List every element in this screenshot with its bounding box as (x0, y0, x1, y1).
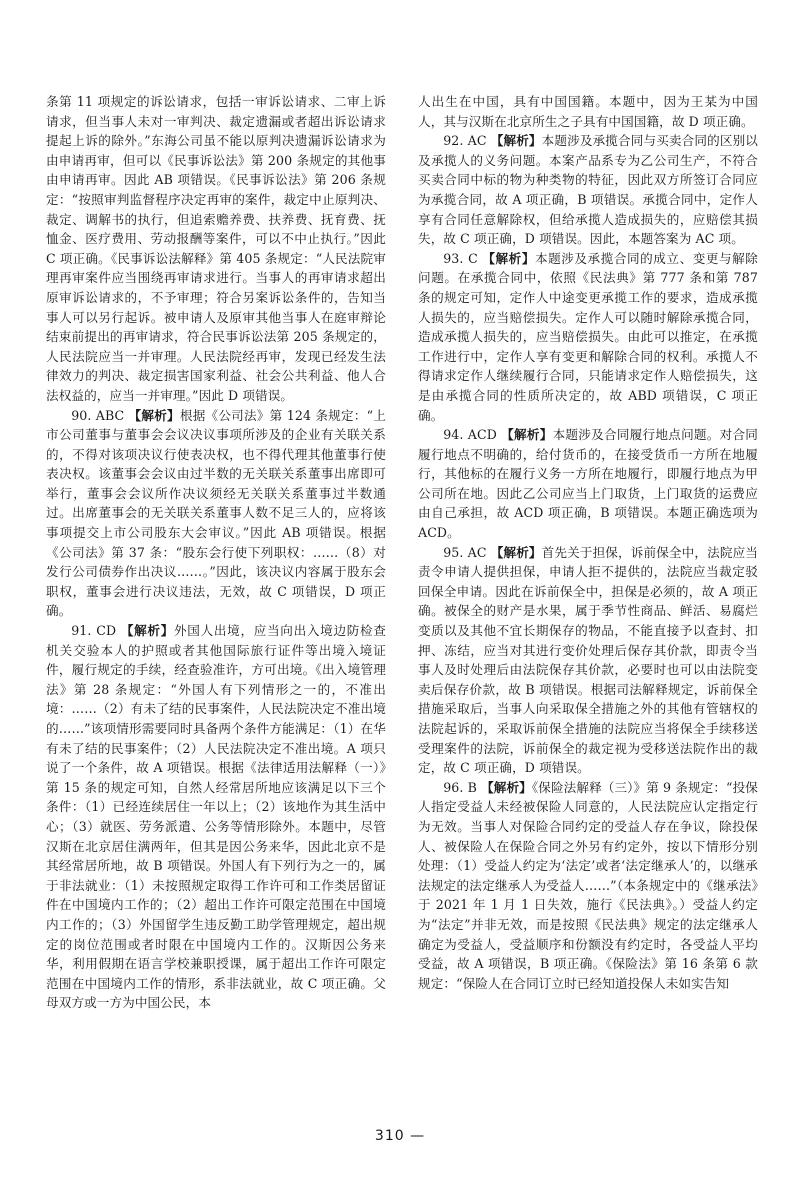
analysis-tag: 【解析】 (481, 779, 532, 795)
paragraph-q90 (46, 406, 386, 622)
question-number: 94. ACD (443, 427, 497, 443)
text-columns (46, 92, 758, 1112)
question-number: 93. C (443, 250, 478, 266)
question-number: 95. AC (443, 544, 487, 560)
question-number: 91. CD (71, 623, 117, 639)
paragraph-q95 (418, 543, 758, 778)
paragraph-text: 根据《公司法》第 124 条规定：“上市公司董事与董事会会议决议事项所涉及的企业有关联关系的，不得对该项决议行使表决权，也不得代理其他董事行使表决权。该董事会会议由过半数的无关联关系董事出席即可举行，董事会会议所作决议须经无关联关系董事过半数通过。出席董事会的无关联关系董事人数不足三人的，应将该事项提交上市公司股东大会审议。”因此 AB 项错误。根据《公司法》第 37 条：“股东会行使下列职权：……（8）对发行公司债券作出决议……。”因此，该决议内容属于股东会职权，董事会进行决议违法，无效，故 C 项错误，D 项正确。 (46, 407, 386, 619)
paragraph-text: 外国人出境，应当向出入境边防检查机关交验本人的护照或者其他国际旅行证件等出境入境证件，履行规定的手续，经查验准许，方可出境。《出入境管理法》第 28 条规定：“外国人有下列情形之一的，不准出境：……（2）有未了结的民事案件，人民法院决定不准出境的……”该项情形需要同时具备两个条件方能满足：（1）在华有未了结的民事案件；（2）人民法院决定不准出境。A 项只说了一个条件，故 A 项错误。根据《法律适用法解释（一）》第 15 条的规定可知，自然人经常居所地应该满足以下三个条件：（1）已经连续居住一年以上；（2）该地作为其生活中心；（3）就医、劳务派遣、公务等情形除外。本题中，尽管汉斯在北京居住满两年，但其是因公务来华，因此北京不是其经常居所地，故 B 项错误。外国人有下列行为之一的，属于非法就业：（1）未按照规定取得工作许可和工作类居留证件在中国境内工作的；（2）超出工作许可限定范围在中国境内工作的；（3）外国留学生违反勤工助学管理规定，超出规定的岗位范围或者时限在中国境内工作的。汉斯因公务来华，利用假期在语言学校兼职授课，属于超出工作许可限定范围在中国境内工作的情形，系非法就业，故 C 项正确。父母双方或一方为中国公民，本 (46, 623, 386, 1011)
paragraph-text: 本题涉及承揽合同与买卖合同的区别以及承揽人的义务问题。本案产品系专为乙公司生产，不符合买卖合同中标的物为种类物的特征，因此双方所签订合同应为承揽合同，故 A 项正确，B 项错误。承揽合同中，定作人享有合同任意解除权，但给承揽人造成损失的，应赔偿其损失，故 C 项正确，D 项错误。因此，本题答案为 AC 项。 (418, 133, 758, 247)
analysis-tag: 【解析】 (120, 623, 175, 639)
paragraph-q92 (418, 131, 758, 249)
paragraph-text: 本题涉及合同履行地点问题。对合同履行地点不明确的，给付货币的，在接受货币一方所在地履行，其他标的在履行义务一方所在地履行，即履行地点为甲公司所在地。因此乙公司应当上门取货，上门取货的运费应由自己承担，故 ACD 项正确，B 项错误。本题正确选项为 ACD。 (418, 427, 758, 541)
analysis-tag: 【解析】 (128, 407, 180, 423)
paragraph-text: 条第 11 项规定的诉讼请求，包括一审诉讼请求、二审上诉请求，但当事人未对一审判决、裁定遗漏或者超出诉讼请求提起上诉的除外。”东海公司虽不能以原判决遗漏诉讼请求为由申请再审，但可以《民事诉讼法》第 200 条规定的其他事由申请再审。因此 AB 项错误。《民事诉讼法》第 206 条规定：“按照审判监督程序决定再审的案件，裁定中止原判决、裁定、调解书的执行，但追索赡养费、扶养费、抚育费、抚恤金、医疗费用、劳动报酬等案件，可以不中止执行。”因此 C 项正确。《民事诉讼法解释》第 405 条规定：“人民法院审理再审案件应当围绕再审请求进行。当事人的再审请求超出原审诉讼请求的，不予审理；符合另案诉讼条件的，告知当事人可以另行起诉。被申请人及原审其他当事人在庭审辩论结束前提出的再审请求，符合民事诉讼法第 205 条规定的，人民法院应当一并审理。人民法院经再审，发现已经发生法律效力的判决、裁定损害国家利益、社会公共利益、他人合法权益的，应当一并审理。”因此 D 项错误。 (46, 94, 386, 403)
right-column (418, 92, 758, 1112)
paragraph-q94 (418, 425, 758, 543)
question-number: 96. B (443, 779, 477, 795)
analysis-tag: 【解析】 (490, 544, 542, 560)
analysis-tag: 【解析】 (501, 427, 553, 443)
question-number: 90. ABC (71, 407, 125, 423)
page-number: 310 — (374, 1128, 426, 1144)
paragraph-cont89 (46, 92, 386, 406)
paragraph-text: 人出生在中国，具有中国国籍。本题中，因为王某为中国人，其与汉斯在北京所生之子具有中国国籍，故 D 项正确。 (418, 94, 758, 129)
question-number: 92. AC (443, 133, 487, 149)
paragraph-q91 (46, 621, 386, 1013)
paragraph-q93 (418, 249, 758, 425)
left-column (46, 92, 386, 1112)
analysis-tag: 【解析】 (490, 133, 542, 149)
analysis-tag: 【解析】 (482, 250, 535, 266)
paragraph-text: 本题涉及承揽合同的成立、变更与解除问题。在承揽合同中，依照《民法典》第 777 条和第 787 条的规定可知，定作人中途变更承揽工作的要求，造成承揽人损失的，应当赔偿损失。定作人可以随时解除承揽合同，造成承揽人损失的，应当赔偿损失。由此可以推定，在承揽工作进行中，定作人享有变更和解除合同的权利。承揽人不得请求定作人继续履行合同，只能请求定作人赔偿损失，这是由承揽合同的性质所决定的，故 ABD 项错误，C 项正确。 (418, 250, 758, 423)
paragraph-text: 首先关于担保，诉前保全中，法院应当责令申请人提供担保，申请人拒不提供的，法院应当裁定驳回保全申请。因此在诉前保全中，担保是必须的，故 A 项正确。被保全的财产是水果，属于季节性商品、鲜活、易腐烂变质以及其他不宜长期保存的物品，不能直接予以查封、扣押、冻结，应当对其进行变价处理后保存其价款，即责令当事人及时处理后由法院保存其价款，必要时也可以由法院变卖后保存价款，故 B 项错误。根据司法解释规定，诉前保全措施采取后，当事人向采取保全措施之外的其他有管辖权的法院起诉的，采取诉前保全措施的法院应当将保全手续移送受理案件的法院，诉前保全的裁定视为受移送法院作出的裁定，故 C 项正确，D 项错误。 (418, 544, 758, 776)
paragraph-q96 (418, 778, 758, 994)
paragraph-text: 《保险法解释（三）》第 9 条规定：“投保人指定受益人未经被保险人同意的，人民法院应认定指定行为无效。当事人对保险合同约定的受益人存在争议，除投保人、被保险人在保险合同之外另有约定外，按以下情形分别处理：（1）受益人约定为‘法定’或者‘法定继承人’的，以继承法规定的法定继承人为受益人……”（本条规定中的《继承法》于 2021 年 1 月 1 日失效，施行《民法典》。）受益人约定为“法定”并非无效，而是按照《民法典》规定的法定继承人确定为受益人，受益顺序和份额没有约定时，各受益人平均受益，故 A 项错误，B 项正确。《保险法》第 16 条第 6 款规定：“保险人在合同订立时已经知道投保人未如实告知 (418, 779, 758, 991)
paragraph-cont91 (418, 92, 758, 131)
